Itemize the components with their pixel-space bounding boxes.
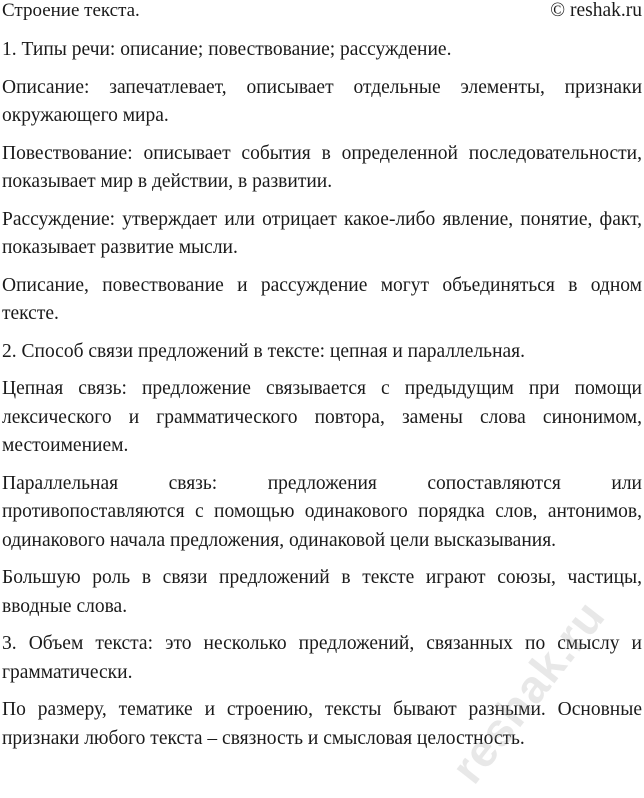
paragraph-reasoning: Рассуждение: утверждает или отрицает какое-либо явление, понятие, факт, показывает развитие мысли. [2, 208, 642, 258]
paragraph-narration: Повествование: описывает события в определенной последовательности, показывает мир в действии, в развитии. [2, 142, 642, 192]
paragraph-combination: Описание, повествование и рассуждение могут объединяться в одном тексте. [2, 274, 642, 324]
paragraph-conjunctions: Большую роль в связи предложений в тексте играют союзы, частицы, вводные слова. [2, 567, 642, 617]
copyright-label: © reshak.ru [550, 0, 642, 21]
page-title: Строение текста. [2, 0, 140, 21]
paragraph-text-features: По размеру, тематике и строению, тексты бывают разными. Основные признаки любого текста – связность и смысловая целостность. [2, 699, 642, 749]
page-header [2, 0, 642, 26]
paragraph-chain-connection: Цепная связь: предложение связывается с предыдущим при помощи лексического и грамматического повтора, замены слова синонимом, местоимением. [2, 378, 642, 456]
paragraph-text-volume: 3. Объем текста: это несколько предложений, связанных по смыслу и грамматически. [2, 633, 642, 683]
watermark: reshak.ru [440, 590, 615, 793]
paragraph-parallel-connection: Параллельная связь: предложения сопоставляются или противопоставляются с помощью одинакового порядка слов, антонимов, одинакового начала предложения, одинаковой цели высказывания. [2, 472, 642, 551]
paragraph-speech-types: 1. Типы речи: описание; повествование; рассуждение. [2, 39, 452, 60]
paragraph-description: Описание: запечатлевает, описывает отдельные элементы, признаки окружающего мира. [2, 76, 642, 126]
paragraph-connection-types: 2. Способ связи предложений в тексте: цепная и параллельная. [2, 340, 526, 362]
document-body [2, 36, 642, 762]
